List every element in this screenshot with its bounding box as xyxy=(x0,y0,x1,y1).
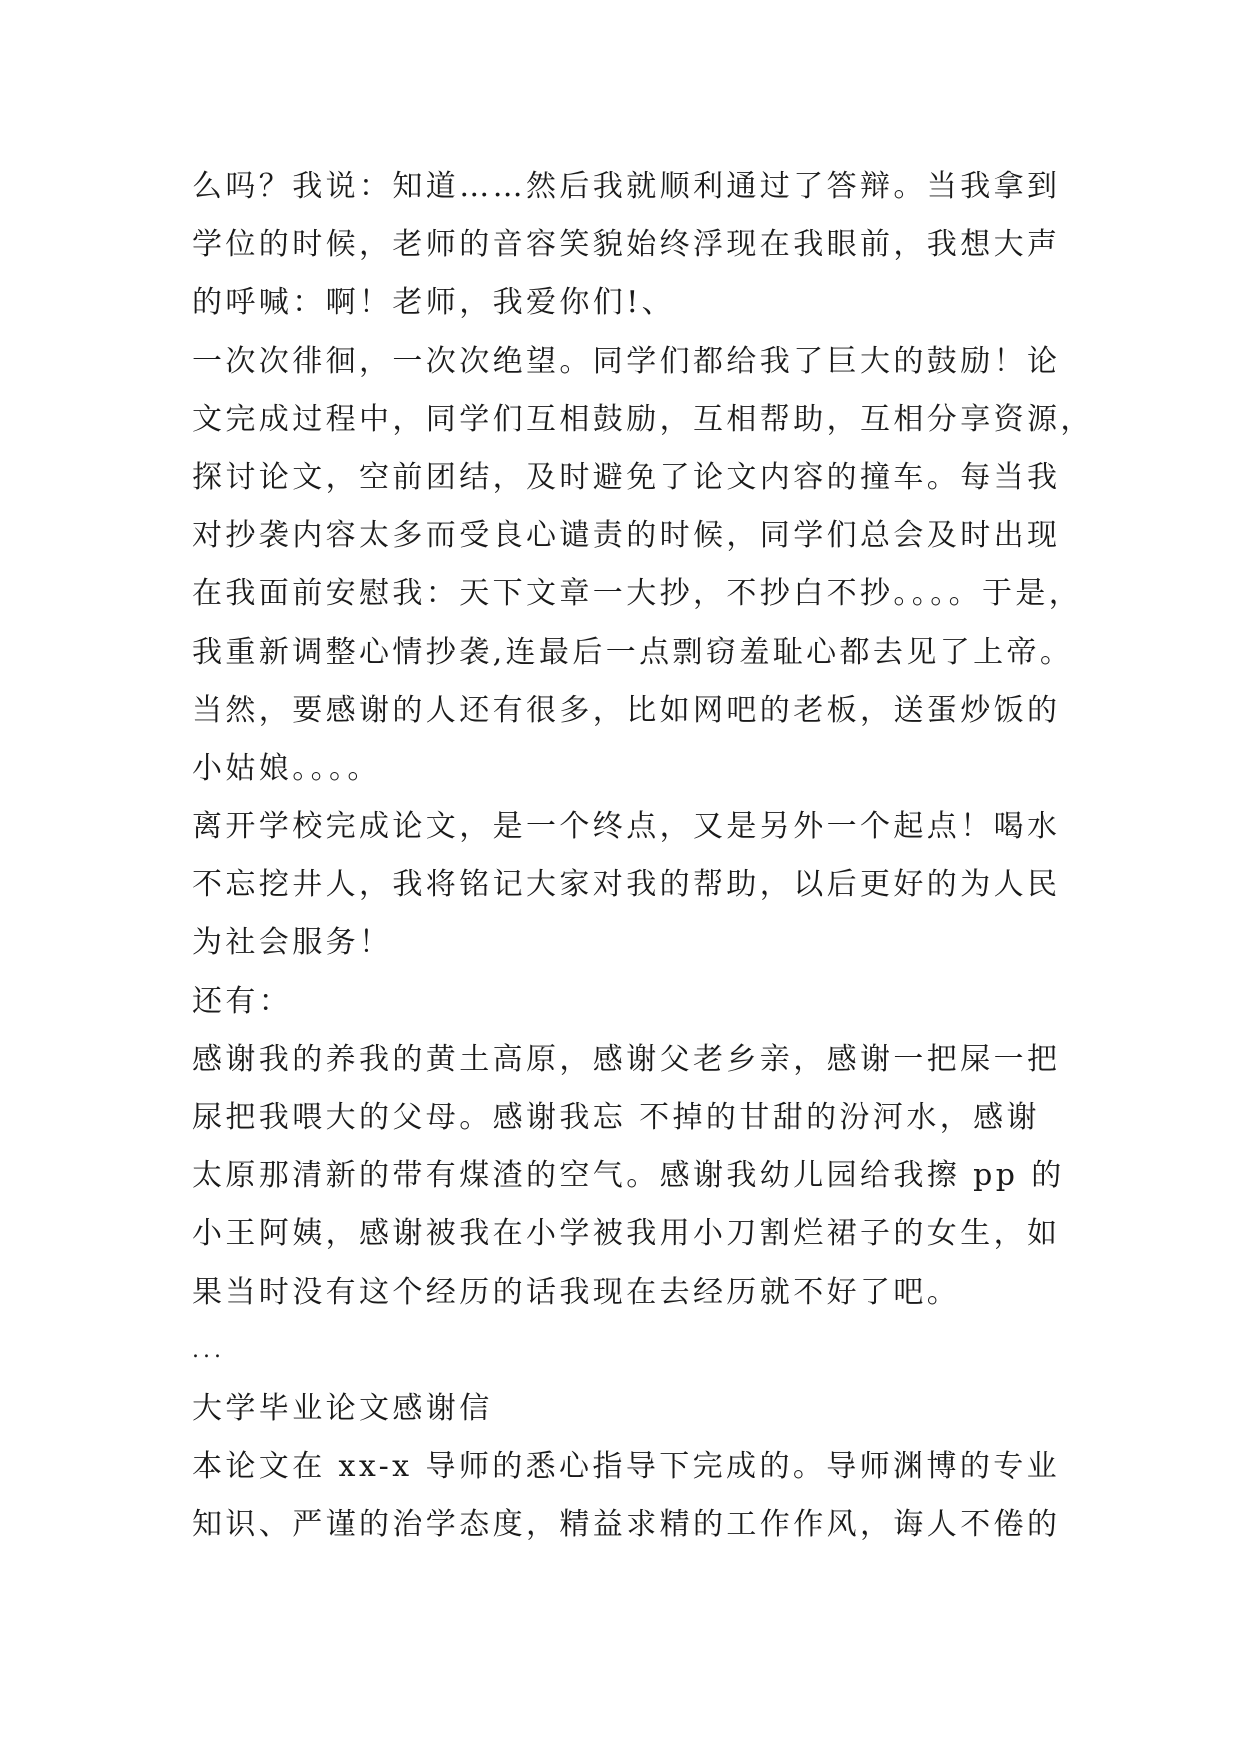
text-line: 对抄袭内容太多而受良心谴责的时候，同学们总会及时出现 xyxy=(192,518,1061,554)
text-line: 感谢我的养我的黄土高原，感谢父老乡亲，感谢一把屎一把 xyxy=(192,1041,1061,1077)
text-line: 小王阿姨，感谢被我在小学被我用小刀割烂裙子的女生，如 xyxy=(192,1216,1061,1252)
text-line: 我重新调整心情抄袭,连最后一点剽窃羞耻心都去见了上帝。 xyxy=(192,634,1074,670)
text-line: 知识、严谨的治学态度，精益求精的工作作风，诲人不倦的 xyxy=(192,1507,1061,1543)
text-line: 么吗？我说：知道……然后我就顺利通过了答辩。当我拿到 xyxy=(192,169,1061,204)
text-line: 还有： xyxy=(192,983,293,1019)
section-title: 大学毕业论文感谢信 xyxy=(192,1390,493,1426)
section-separator: ... xyxy=(192,1337,225,1363)
text-line: 本论文在 xx-x 导师的悉心指导下完成的。导师渊博的专业 xyxy=(192,1449,1061,1485)
text-line: 不忘挖井人，我将铭记大家对我的帮助，以后更好的为人民 xyxy=(192,867,1061,903)
text-line: 学位的时候，老师的音容笑貌始终浮现在我眼前，我想大声 xyxy=(192,227,1061,263)
text-line: 果当时没有这个经历的话我现在去经历就不好了吧。 xyxy=(192,1274,961,1310)
text-line: 太原那清新的带有煤渣的空气。感谢我幼儿园给我擦 pp 的 xyxy=(192,1158,1065,1194)
text-line: 当然，要感谢的人还有很多，比如网吧的老板，送蛋炒饭的 xyxy=(192,692,1061,728)
document-page xyxy=(192,158,1094,1555)
text-line: 离开学校完成论文，是一个终点，又是另外一个起点！喝水 xyxy=(192,809,1061,845)
text-line: 一次次徘徊，一次次绝望。同学们都给我了巨大的鼓励！论 xyxy=(192,343,1061,379)
text-line: 小姑娘。。。。 xyxy=(192,750,381,786)
text-line: 文完成过程中，同学们互相鼓励，互相帮助，互相分享资源， xyxy=(192,401,1094,437)
text-line: 探讨论文，空前团结，及时避免了论文内容的撞车。每当我 xyxy=(192,459,1061,495)
text-line: 的呼喊：啊！老师，我爱你们!、 xyxy=(192,285,676,321)
text-line: 尿把我喂大的父母。感谢我忘 不掉的甘甜的汾河水，感谢 xyxy=(192,1100,1040,1135)
text-line: 在我面前安慰我：天下文章一大抄，不抄白不抄。。。。于是， xyxy=(192,576,1083,612)
text-line: 为社会服务！ xyxy=(192,925,393,961)
